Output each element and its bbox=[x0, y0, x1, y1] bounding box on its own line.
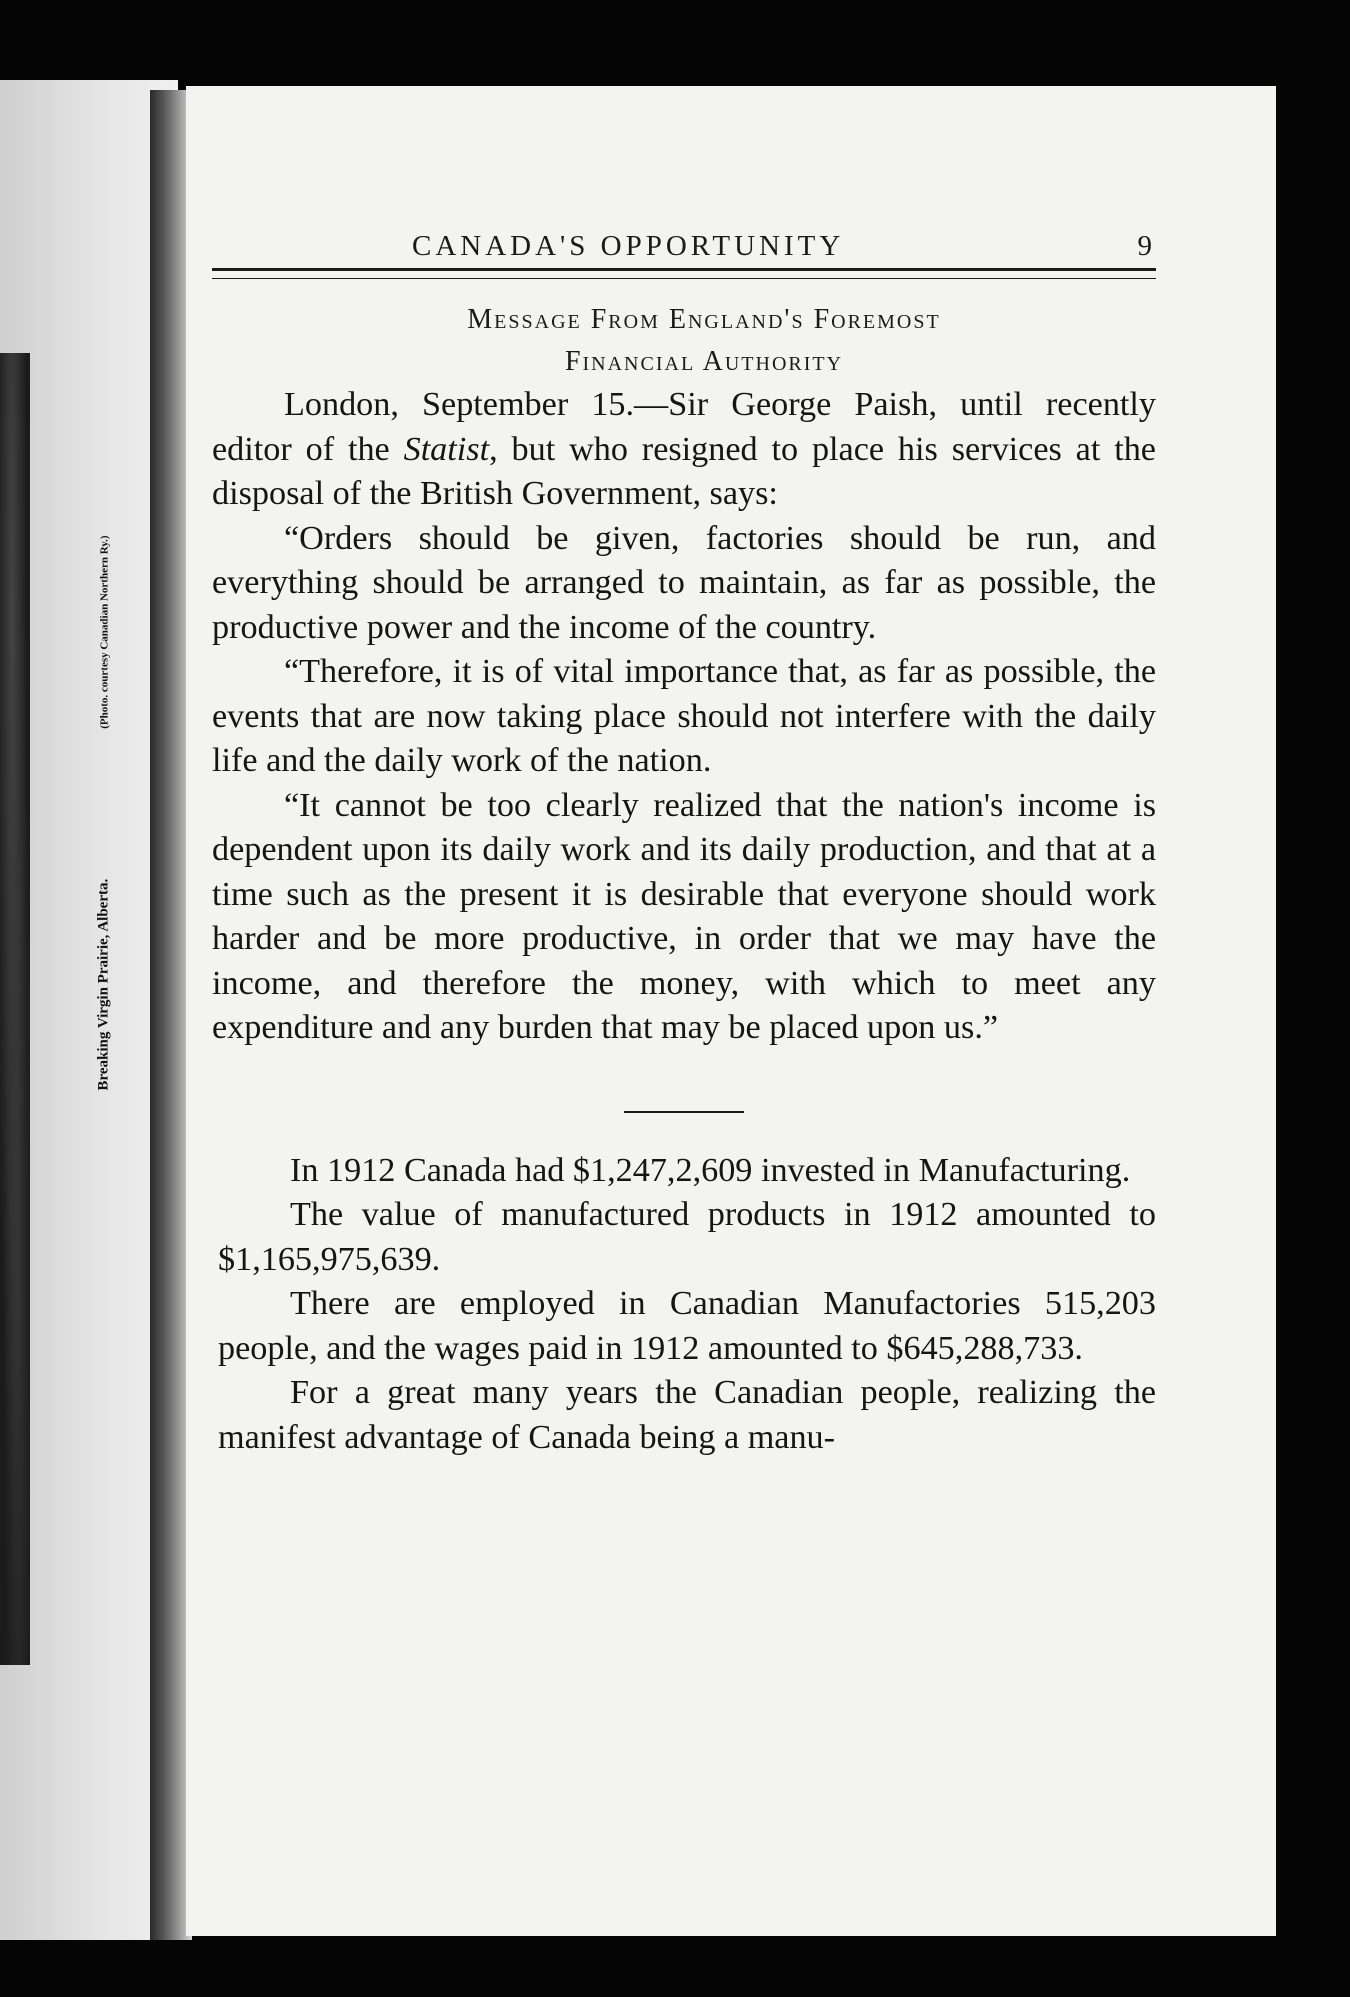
manufacturing-paragraph-4: For a great many years the Canadian people, realizing the manifest advantage of Canada being a manu- bbox=[218, 1374, 1156, 1456]
article-paragraph-3: “Therefore, it is of vital importance that, as far as possible, the events that are now taking place should not interfere with the daily life and the daily work of the nation. bbox=[212, 653, 1156, 779]
article-heading bbox=[252, 299, 1156, 383]
manufacturing-paragraph-1: In 1912 Canada had $1,247,2,609 invested in Manufacturing. bbox=[290, 1151, 1131, 1189]
manufacturing-section bbox=[218, 1149, 1156, 1461]
book-page bbox=[186, 86, 1276, 1936]
statist-title: Statist bbox=[403, 430, 490, 468]
article-paragraph-4: “It cannot be too clearly realized that the nation's income is dependent upon its daily work and its daily production, and that at a time such as the present it is desirable that everyone should work harder and be more productive, in order that we may have the income, and therefore the money, with which to meet any expenditure and any burden that may be placed upon us.” bbox=[212, 786, 1156, 1046]
plate-photograph bbox=[0, 353, 30, 1665]
page-number: 9 bbox=[1137, 230, 1152, 262]
running-title: CANADA'S OPPORTUNITY bbox=[412, 230, 845, 262]
article-paragraph-1-start: London, September 15.—Sir George Paish, until recently editor of the bbox=[212, 386, 1156, 468]
running-head bbox=[212, 224, 1156, 268]
page-content bbox=[212, 224, 1156, 1460]
article-paragraph-2: “Orders should be given, factories should be run, and everything should be arranged to maintain, as far as possible, the productive power and the income of the country. bbox=[212, 519, 1156, 646]
section-divider bbox=[624, 1111, 744, 1113]
article-paragraph-1 bbox=[212, 383, 1156, 517]
article-heading-line-2: Financial Authority bbox=[564, 346, 844, 377]
header-rule bbox=[212, 268, 1156, 279]
article-heading-line-1: Message From England's Foremost bbox=[467, 304, 941, 335]
manufacturing-paragraph-2: The value of manufactured products in 1912 amounted to $1,165,975,639. bbox=[218, 1196, 1156, 1278]
plate-photo-credit: (Photo. courtesy Canadian Northern Ry.) bbox=[98, 535, 110, 729]
plate-caption-area bbox=[44, 353, 164, 1273]
article-paragraph-1-end: , but who resigned to place his services at the disposal of the British Government, says: bbox=[212, 430, 1156, 512]
plate-caption-text: Breaking Virgin Prairie, Alberta. bbox=[95, 878, 112, 1091]
manufacturing-paragraph-3: There are employed in Canadian Manufactories 515,203 people, and the wages paid in 1912 amounted to $645,288,733. bbox=[218, 1285, 1156, 1367]
plate-caption bbox=[96, 373, 113, 1253]
